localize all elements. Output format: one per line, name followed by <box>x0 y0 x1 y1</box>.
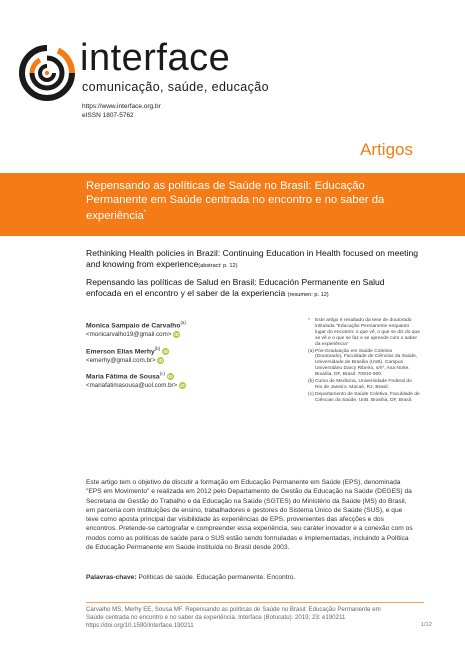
citation: Carvalho MS, Merhy EE, Sousa MF. Repensando as políticas de Saúde no Brasil: Educação Permanente em Saúde centrada no encontro e no saber da experiência. Interface (Botucatu). 2019; 23: e190211 https://doi.org/10.1590/Interface.190211 <box>86 606 381 629</box>
eissn: eISSN 1807-5762 <box>82 112 134 119</box>
affiliation-notes <box>308 318 420 405</box>
note-mark: * <box>308 318 310 323</box>
author-mark: (b) <box>154 346 161 351</box>
note-mark: (c) <box>308 391 314 397</box>
orcid-icon[interactable]: iD <box>174 332 179 337</box>
note-mark: (b) <box>308 379 314 385</box>
author-name <box>86 320 186 329</box>
author-email-text[interactable]: <monicarvalho19@gmail.com> <box>86 331 172 339</box>
note-text: Curso de Medicina, Universidade Federal do Rio de Janeiro. Macaé, RJ, Brasil. <box>315 379 412 390</box>
author-name-text: Monica Sampaio de Carvalho <box>86 322 181 330</box>
abstract-ref-link[interactable]: (abstract: p. 12) <box>198 262 238 269</box>
spanish-title <box>86 277 422 300</box>
note-item <box>308 379 420 391</box>
section-label: Artigos <box>360 140 413 159</box>
note-text: Este artigo é resultado da tese de doutorado intitulada "Educação Permanente enquanto lugar do encontro: o que vê, o que se diz do que se vê e o que se faz e se aprende com o saber da experiência" <box>315 318 420 347</box>
site-url-link[interactable]: https://www.interface.org.br <box>82 103 161 110</box>
author-email <box>86 382 186 389</box>
keywords <box>86 574 416 581</box>
article-title-mark: * <box>143 210 147 216</box>
note-item <box>308 349 420 379</box>
article-title-text: Repensando as políticas de Saúde no Brasil: Educação Permanente em Saúde centrada no encontro e no saber da experiência <box>86 180 385 222</box>
note-text: Pós-Graduação em Saúde Coletiva (Doutorado), Faculdade de Ciências da Saúde, Universidade de Brasília (UnB). Campus Universitário Darcy Ribeiro, s/nº, Asa Norte. Brasília, DF, Brasil. 70910-900. <box>315 348 418 378</box>
brand-name: interface <box>80 37 231 79</box>
orcid-icon[interactable]: iD <box>158 358 164 363</box>
article-title <box>86 180 426 223</box>
keywords-label: Palavras-chave: <box>86 574 137 581</box>
author-email <box>86 357 164 364</box>
note-text: Departamento de Saúde Coletiva, Faculdade de Ciências da Saúde, UnB. Brasília, DF, Brasil. <box>315 391 420 403</box>
footer-divider <box>86 602 424 603</box>
abstract-text: Este artigo tem o objetivo de discutir a formação em Educação Permanente em Saúde (EPS), denominada "EPS em Movimento" e realizada em 2012 pelo Departamento de Gestão da Educação na Saúde (DEGES) da Secretaria de Gestão do Trabalho e da Educação na Saúde (SGTES) do Ministério da Saúde (MS) do Brasil, em parceria com instituições de ensino, trabalhadores e gestores do Sistema Único de Saúde (SUS), e que teve como aposta principal dar visibilidade às experiências de EPS, provenientes das afecções e dos encontros. Pretende-se cartografar e compreender essa experiência, seu caráter inovador e a conexão com os modos como as políticas de saúde para o SUS estão sendo formuladas e implementadas, incluindo a Política de Educação Permanente em Saúde instituída no Brasil desde 2003. <box>86 479 413 552</box>
page-number: 1/12 <box>420 622 432 628</box>
note-item <box>308 392 420 404</box>
author-name <box>86 346 169 355</box>
author-email-text[interactable]: <emerhy@gmail.com.br> <box>86 357 156 365</box>
resumen-ref-link[interactable]: (resumen: p. 12) <box>287 291 329 298</box>
orcid-icon[interactable]: iD <box>180 383 185 388</box>
english-title-text: Rethinking Health policies in Brazil: Continuing Education in Health focused on meeting and knowing from experience <box>86 248 419 269</box>
brand-tagline: comunicação, saúde, educação <box>82 80 270 94</box>
author-email <box>86 331 180 338</box>
english-title <box>86 248 422 271</box>
author-mark: (c) <box>159 371 165 376</box>
spanish-title-text: Repensando las políticas de Salud en Brasil: Educación Permanente en Salud enfocada en el encontro y el saber de la experiencia <box>86 277 385 298</box>
author-mark: (a) <box>180 320 186 325</box>
interface-logo-icon <box>18 44 76 102</box>
note-item <box>308 318 420 348</box>
orcid-icon[interactable]: iD <box>168 373 173 379</box>
author-email-text[interactable]: <mariafatimasousa@uol.com.br> <box>86 382 178 390</box>
author-name-text: Maria Fátima de Sousa <box>86 373 160 381</box>
author-name <box>86 371 174 380</box>
orcid-icon[interactable]: iD <box>163 348 168 354</box>
keywords-value: Políticas de saúde. Educação permanente. Encontro. <box>138 574 296 581</box>
author-name-text: Emerson Elias Merhy <box>86 348 155 356</box>
note-mark: (a) <box>308 348 314 354</box>
